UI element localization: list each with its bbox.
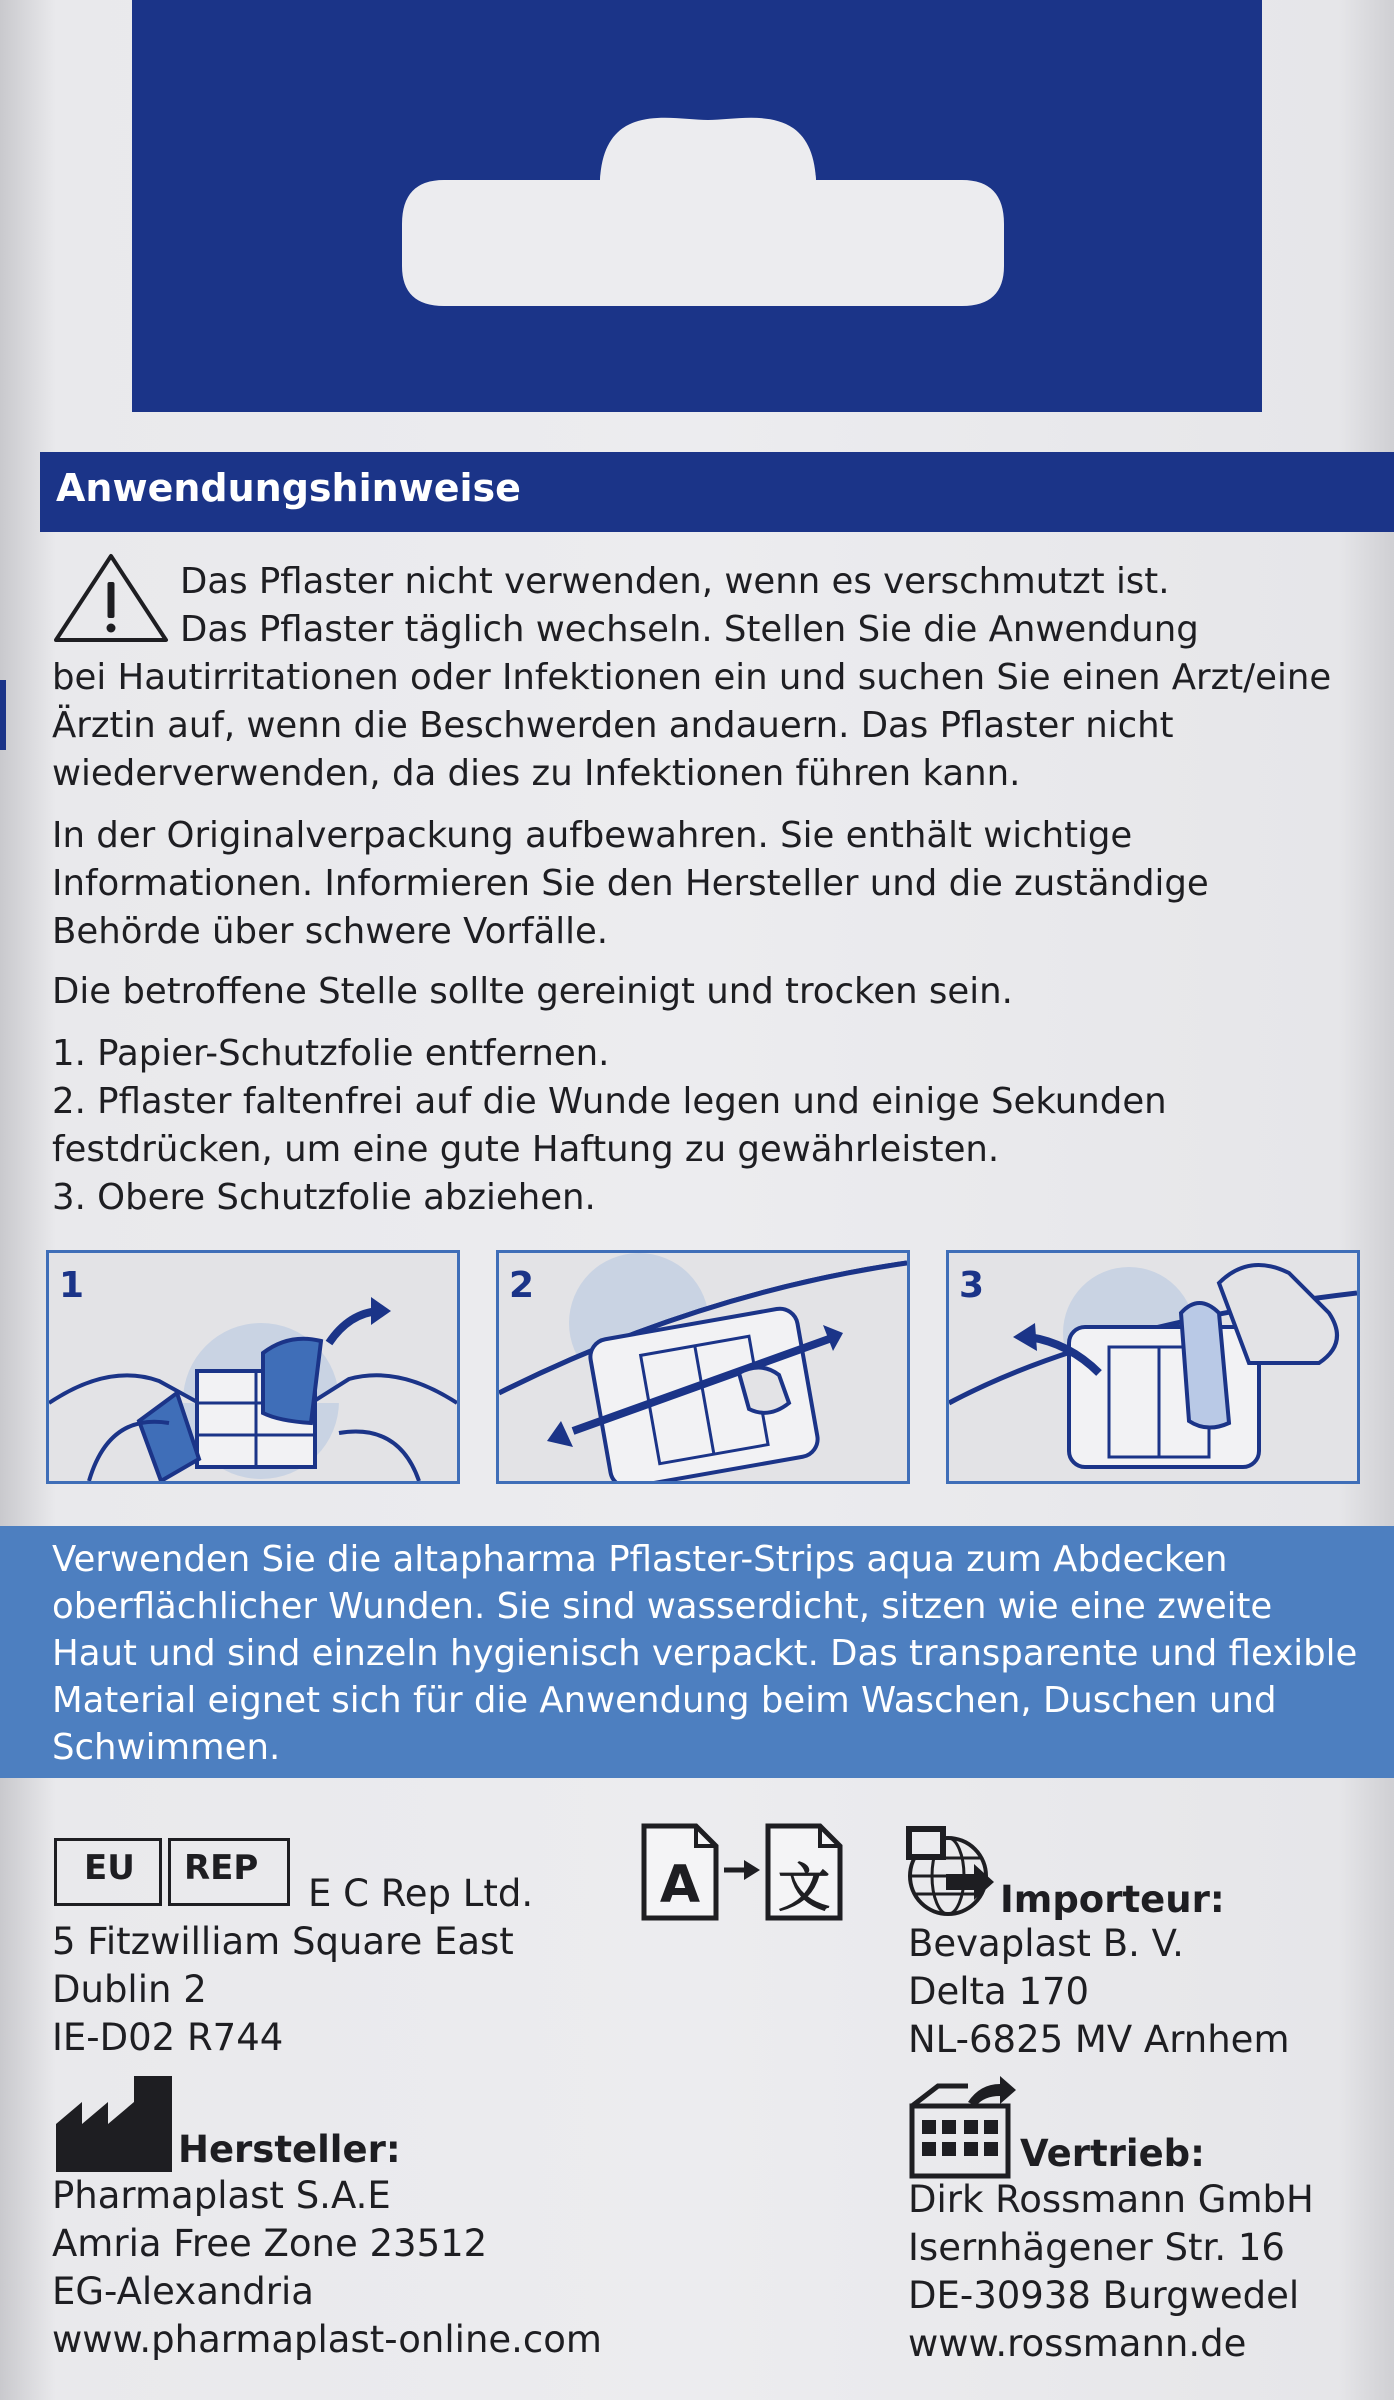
warning-line-1: Das Pflaster nicht verwenden, wenn es verschmutzt ist.: [180, 561, 1170, 602]
distributor-building-icon: [908, 2076, 1018, 2180]
instruction-3: 3. Obere Schutzfolie abziehen.: [52, 1177, 596, 1218]
step-number-1: 1: [59, 1265, 85, 1306]
importer-label-text: Importeur:: [1000, 1878, 1225, 1921]
distributor-label: [1020, 2130, 1205, 2178]
step-number-2: 2: [509, 1265, 535, 1306]
eu-rep-city: Dublin 2: [52, 1968, 207, 2011]
manufacturer-name: Pharmaplast S.A.E: [52, 2174, 391, 2217]
importer-street: Delta 170: [908, 1970, 1090, 2013]
remove-paper-liner-illustration: [49, 1253, 457, 1481]
side-edge-mark: [0, 680, 6, 750]
section-header: [40, 452, 1394, 532]
distributor-name: Dirk Rossmann GmbH: [908, 2178, 1314, 2221]
manufacturer-street: Amria Free Zone 23512: [52, 2222, 488, 2265]
warning-rest: bei Hautirritationen oder Infektionen ein und suchen Sie einen Arzt/eine Ärztin auf, wenn die Beschwerden andauern. Das Pflaster nicht wiederverwenden, da dies zu Infektionen führen kann.: [52, 657, 1332, 794]
importer-address: [908, 1920, 1290, 2064]
peel-top-film-illustration: [949, 1253, 1357, 1481]
distributor-street: Isernhägener Str. 16: [908, 2226, 1285, 2269]
eu-rep-postcode: IE-D02 R744: [52, 2016, 284, 2059]
eu-rep-symbol: [54, 1838, 290, 1908]
instruction-1: 1. Papier-Schutzfolie entfernen.: [52, 1033, 610, 1074]
step-panel-1: [46, 1250, 460, 1484]
manufacturer-web: www.pharmaplast-online.com: [52, 2318, 602, 2361]
rep-label: REP: [184, 1848, 259, 1888]
instruction-2: 2. Pflaster faltenfrei auf die Wunde legen und einige Sekunden festdrücken, um eine gute Haftung zu gewährleisten.: [52, 1081, 1167, 1170]
eu-rep-address: [52, 1918, 514, 2062]
warning-text: [52, 558, 1362, 798]
manufacturer-city: EG-Alexandria: [52, 2270, 314, 2313]
step-panel-3: [946, 1250, 1360, 1484]
importer-name: Bevaplast B. V.: [908, 1922, 1184, 1965]
hang-hole-icon: [132, 0, 1262, 412]
importer-globe-icon: [904, 1824, 998, 1918]
product-description: Verwenden Sie die altapharma Pflaster-Strips aqua zum Abdecken oberflächlicher Wunden. Sie sind wasserdicht, sitzen wie eine zweite Haut und sind einzeln hygienisch verpackt. Das transparente und flexible Material eignet sich für die Anwendung beim Waschen, Duschen und Schwimmen.: [52, 1539, 1358, 1768]
step-number-3: 3: [959, 1265, 985, 1306]
clean-note: Die betroffene Stelle sollte gereinigt und trocken sein.: [52, 971, 1013, 1012]
eu-rep-street: 5 Fitzwilliam Square East: [52, 1920, 514, 1963]
eu-label: EU: [84, 1848, 135, 1888]
distributor-web: www.rossmann.de: [908, 2322, 1247, 2365]
clean-note-text: [52, 968, 1362, 1016]
translation-letter-a: A: [659, 1855, 701, 1915]
manufacturer-label: [178, 2126, 401, 2174]
translation-symbol-icon: [640, 1822, 860, 1922]
distributor-address: [908, 2176, 1314, 2368]
hang-tab: [132, 0, 1262, 412]
manufacturer-address: [52, 2172, 602, 2364]
step-illustrations: [46, 1250, 1356, 1484]
section-title: Anwendungshinweise: [56, 466, 521, 510]
distributor-city: DE-30938 Burgwedel: [908, 2274, 1300, 2317]
manufacturer-factory-icon: [54, 2072, 178, 2174]
translation-glyph: 文: [777, 1859, 831, 1919]
description-band: [0, 1526, 1394, 1778]
storage-paragraph: In der Originalverpackung aufbewahren. Sie enthält wichtige Informationen. Informieren Sie den Hersteller und die zuständige Behörde über schwere Vorfälle.: [52, 815, 1209, 952]
distributor-label-text: Vertrieb:: [1020, 2132, 1205, 2175]
apply-plaster-illustration: [499, 1253, 907, 1481]
step-panel-2: [496, 1250, 910, 1484]
warning-line-2: Das Pflaster täglich wechseln. Stellen Sie die Anwendung: [180, 609, 1199, 650]
manufacturer-label-text: Hersteller:: [178, 2128, 401, 2171]
storage-text: [52, 812, 1362, 956]
importer-label: [1000, 1876, 1225, 1924]
instruction-list: [52, 1030, 1362, 1222]
importer-city: NL-6825 MV Arnhem: [908, 2018, 1290, 2061]
eu-rep-name: E C Rep Ltd.: [308, 1872, 534, 1915]
